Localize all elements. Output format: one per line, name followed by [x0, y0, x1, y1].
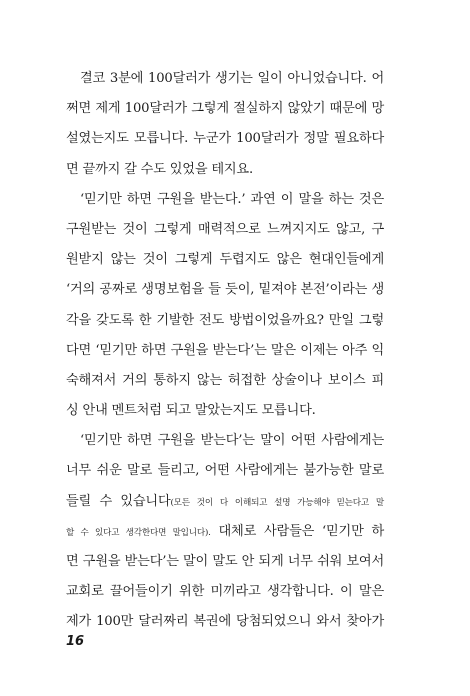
parenthetical-note: (모든 것이 다 이해되고 설명 가능해야 믿는다고 말: [170, 497, 384, 508]
text-line: 쩌면 제게 100달러가 그렇게 절실하지 않았기 때문에 망: [66, 101, 384, 117]
text-line: ‘믿기만 하면 구원을 받는다.’ 과연 이 말을 하는 것은: [80, 191, 384, 207]
text-line: [66, 517, 384, 547]
paragraph-1: [66, 64, 384, 185]
text-line: 각을 갖도록 한 기발한 전도 방법이었을까요? 만일 그렇: [66, 312, 384, 328]
text-line: 제가 100만 달러짜리 복권에 당첨되었으니 와서 찾아가: [66, 614, 384, 630]
text-line: 원받지 않는 것이 그렇게 두렵지도 않은 현대인들에게: [66, 252, 384, 268]
page-number: 16: [66, 634, 85, 649]
body-text: [66, 64, 384, 638]
text-line: 면 구원을 받는다’는 말이 말도 안 되게 너무 쉬워 보여서: [66, 554, 384, 569]
text-line: 면 끝까지 갈 수도 있었을 테지요.: [66, 161, 253, 177]
text-line: 구원받는 것이 그렇게 매력적으로 느껴지지도 않고, 구: [66, 221, 384, 237]
text-line: 너무 쉬운 말로 들리고, 어떤 사람에게는 불가능한 말로: [66, 463, 384, 479]
paragraph-2: [66, 185, 384, 427]
text-line: 다면 ‘믿기만 하면 구원을 받는다’는 말은 이제는 아주 익: [66, 342, 384, 358]
text-line: ‘거의 공짜로 생명보험을 들 듯이, 밑져야 본전’이라는 생: [66, 282, 384, 298]
text-line: 결코 3분에 100달러가 생기는 일이 아니었습니다. 어: [80, 71, 384, 86]
text-run: 들릴 수 있습니다: [66, 493, 171, 509]
text-line: 교회로 끌어들이기 위한 미끼라고 생각합니다. 이 말은: [66, 584, 384, 600]
text-line: 싱 안내 멘트처럼 되고 말았는지도 모릅니다.: [66, 403, 316, 419]
text-run: 대체로 사람들은 ‘믿기만 하: [210, 523, 384, 539]
text-line: 숙해져서 거의 통하지 않는 허접한 상술이나 보이스 피: [66, 372, 384, 388]
text-line: [66, 487, 384, 517]
parenthetical-note: 할 수 있다고 생각한다면 말입니다).: [66, 527, 211, 538]
paragraph-3: [66, 426, 384, 637]
text-line: 설였는지도 모릅니다. 누군가 100달러가 정말 필요하다: [66, 131, 384, 147]
text-line: ‘믿기만 하면 구원을 받는다’는 말이 어떤 사람에게는: [80, 433, 384, 449]
